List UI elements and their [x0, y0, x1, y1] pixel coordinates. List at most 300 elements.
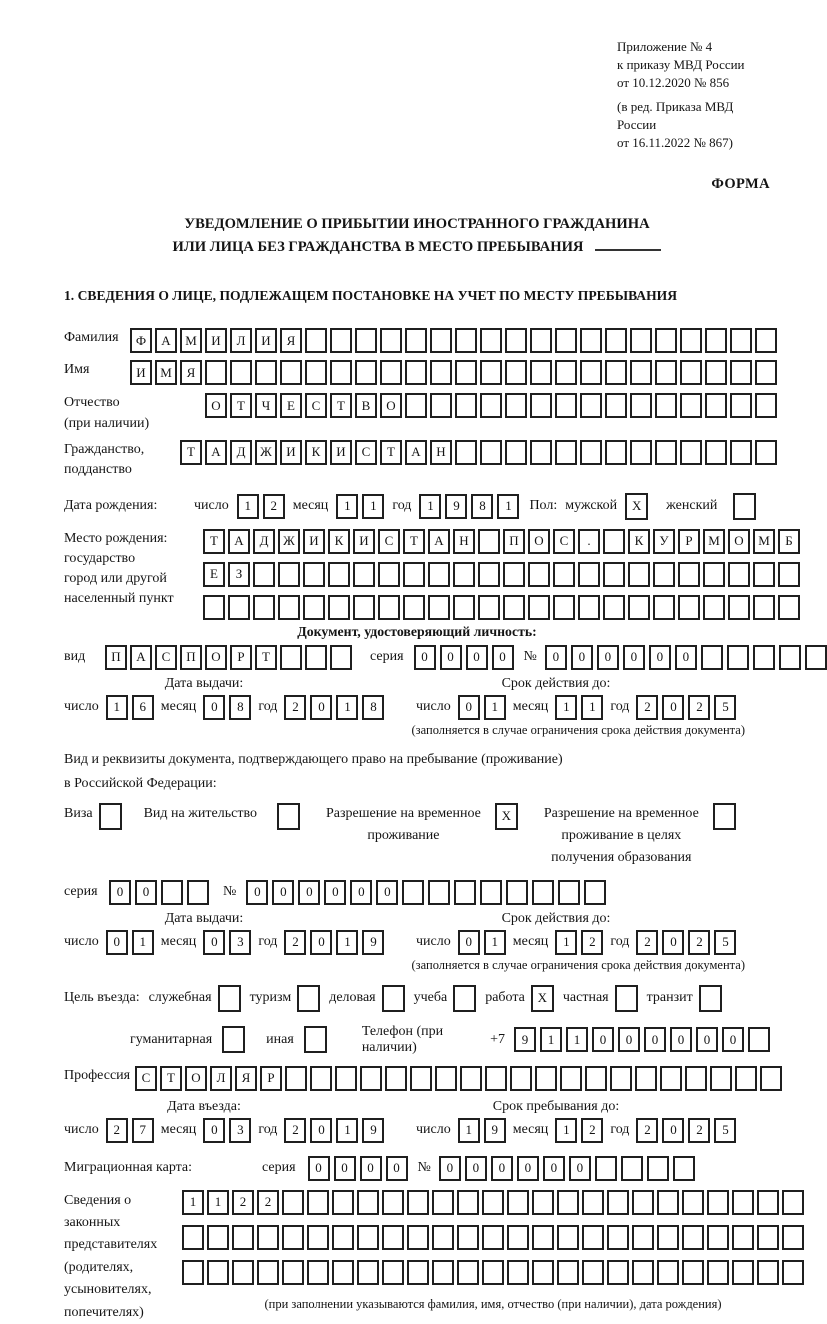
purpose-official-checkbox[interactable]	[218, 985, 241, 1012]
char-cell[interactable]	[607, 1225, 629, 1250]
char-cell[interactable]: 0	[376, 880, 398, 905]
char-cell[interactable]	[585, 1066, 607, 1091]
char-cell[interactable]	[705, 328, 727, 353]
char-cell[interactable]	[480, 440, 502, 465]
char-cell[interactable]: 0	[517, 1156, 539, 1181]
char-cell[interactable]: И	[130, 360, 152, 385]
char-cell[interactable]	[228, 595, 250, 620]
char-cell[interactable]	[253, 595, 275, 620]
char-cell[interactable]: П	[503, 529, 525, 554]
char-cell[interactable]	[232, 1260, 254, 1285]
purpose-other-checkbox[interactable]	[304, 1026, 327, 1053]
char-cell[interactable]: И	[353, 529, 375, 554]
temp-residence-checkbox[interactable]: X	[495, 803, 518, 830]
char-cell[interactable]	[480, 393, 502, 418]
char-cell[interactable]	[330, 645, 352, 670]
char-cell[interactable]	[728, 595, 750, 620]
char-cell[interactable]	[630, 360, 652, 385]
char-cell[interactable]	[507, 1260, 529, 1285]
char-cell[interactable]	[630, 440, 652, 465]
char-cell[interactable]: 1	[555, 695, 577, 720]
char-cell[interactable]	[657, 1260, 679, 1285]
char-cell[interactable]: 1	[362, 494, 384, 519]
char-cell[interactable]: 0	[722, 1027, 744, 1052]
char-cell[interactable]: 0	[135, 880, 157, 905]
char-cell[interactable]	[782, 1260, 804, 1285]
char-cell[interactable]	[478, 529, 500, 554]
char-cell[interactable]	[653, 562, 675, 587]
char-cell[interactable]	[232, 1225, 254, 1250]
char-cell[interactable]: 0	[360, 1156, 382, 1181]
char-cell[interactable]: 1	[458, 1118, 480, 1143]
char-cell[interactable]	[435, 1066, 457, 1091]
char-cell[interactable]	[507, 1190, 529, 1215]
char-cell[interactable]: 8	[471, 494, 493, 519]
char-cell[interactable]: 2	[636, 695, 658, 720]
char-cell[interactable]: С	[355, 440, 377, 465]
char-cell[interactable]	[310, 1066, 332, 1091]
char-cell[interactable]	[557, 1225, 579, 1250]
char-cell[interactable]	[207, 1225, 229, 1250]
char-cell[interactable]: И	[303, 529, 325, 554]
char-cell[interactable]	[503, 595, 525, 620]
char-cell[interactable]	[407, 1225, 429, 1250]
char-cell[interactable]: 1	[336, 494, 358, 519]
char-cell[interactable]	[480, 880, 502, 905]
char-cell[interactable]	[757, 1190, 779, 1215]
char-cell[interactable]: 2	[636, 1118, 658, 1143]
char-cell[interactable]	[532, 1225, 554, 1250]
char-cell[interactable]	[582, 1190, 604, 1215]
char-cell[interactable]	[330, 328, 352, 353]
char-cell[interactable]: С	[155, 645, 177, 670]
char-cell[interactable]	[380, 360, 402, 385]
char-cell[interactable]	[779, 645, 801, 670]
char-cell[interactable]	[610, 1066, 632, 1091]
char-cell[interactable]: 1	[566, 1027, 588, 1052]
char-cell[interactable]	[710, 1066, 732, 1091]
char-cell[interactable]: П	[105, 645, 127, 670]
char-cell[interactable]	[657, 1190, 679, 1215]
char-cell[interactable]	[660, 1066, 682, 1091]
char-cell[interactable]: Н	[453, 529, 475, 554]
char-cell[interactable]	[510, 1066, 532, 1091]
char-cell[interactable]	[584, 880, 606, 905]
char-cell[interactable]: 6	[132, 695, 154, 720]
char-cell[interactable]	[330, 360, 352, 385]
char-cell[interactable]	[460, 1066, 482, 1091]
char-cell[interactable]: 0	[618, 1027, 640, 1052]
female-checkbox[interactable]	[733, 493, 756, 520]
char-cell[interactable]	[205, 360, 227, 385]
char-cell[interactable]: 1	[237, 494, 259, 519]
char-cell[interactable]: 0	[662, 1118, 684, 1143]
char-cell[interactable]: М	[155, 360, 177, 385]
char-cell[interactable]	[595, 1156, 617, 1181]
char-cell[interactable]	[382, 1260, 404, 1285]
char-cell[interactable]: 0	[662, 930, 684, 955]
char-cell[interactable]	[253, 562, 275, 587]
char-cell[interactable]	[402, 880, 424, 905]
char-cell[interactable]	[355, 360, 377, 385]
char-cell[interactable]: К	[305, 440, 327, 465]
char-cell[interactable]	[705, 440, 727, 465]
char-cell[interactable]: И	[330, 440, 352, 465]
char-cell[interactable]: 0	[545, 645, 567, 670]
char-cell[interactable]	[655, 440, 677, 465]
char-cell[interactable]: С	[553, 529, 575, 554]
char-cell[interactable]	[507, 1225, 529, 1250]
char-cell[interactable]: 2	[688, 1118, 710, 1143]
char-cell[interactable]: 0	[696, 1027, 718, 1052]
char-cell[interactable]	[410, 1066, 432, 1091]
char-cell[interactable]	[187, 880, 209, 905]
char-cell[interactable]	[707, 1190, 729, 1215]
char-cell[interactable]	[580, 393, 602, 418]
char-cell[interactable]	[478, 595, 500, 620]
char-cell[interactable]	[307, 1260, 329, 1285]
char-cell[interactable]	[603, 529, 625, 554]
char-cell[interactable]: Ж	[255, 440, 277, 465]
char-cell[interactable]	[555, 328, 577, 353]
char-cell[interactable]	[257, 1225, 279, 1250]
char-cell[interactable]	[432, 1190, 454, 1215]
char-cell[interactable]	[685, 1066, 707, 1091]
char-cell[interactable]	[455, 440, 477, 465]
char-cell[interactable]	[482, 1190, 504, 1215]
char-cell[interactable]	[580, 328, 602, 353]
char-cell[interactable]	[578, 595, 600, 620]
char-cell[interactable]: Т	[160, 1066, 182, 1091]
char-cell[interactable]	[628, 562, 650, 587]
char-cell[interactable]: 2	[257, 1190, 279, 1215]
char-cell[interactable]	[455, 360, 477, 385]
char-cell[interactable]	[405, 393, 427, 418]
char-cell[interactable]: А	[205, 440, 227, 465]
char-cell[interactable]: Т	[255, 645, 277, 670]
char-cell[interactable]: 0	[649, 645, 671, 670]
char-cell[interactable]: 1	[336, 695, 358, 720]
char-cell[interactable]	[680, 328, 702, 353]
char-cell[interactable]	[478, 562, 500, 587]
char-cell[interactable]: 2	[581, 1118, 603, 1143]
char-cell[interactable]: 0	[670, 1027, 692, 1052]
char-cell[interactable]: Я	[180, 360, 202, 385]
char-cell[interactable]	[755, 440, 777, 465]
char-cell[interactable]	[582, 1225, 604, 1250]
char-cell[interactable]	[757, 1260, 779, 1285]
char-cell[interactable]	[353, 562, 375, 587]
char-cell[interactable]	[580, 440, 602, 465]
char-cell[interactable]: 1	[419, 494, 441, 519]
char-cell[interactable]: А	[228, 529, 250, 554]
char-cell[interactable]	[255, 360, 277, 385]
char-cell[interactable]	[403, 595, 425, 620]
char-cell[interactable]	[730, 440, 752, 465]
char-cell[interactable]: 0	[310, 930, 332, 955]
char-cell[interactable]	[628, 595, 650, 620]
char-cell[interactable]	[632, 1190, 654, 1215]
char-cell[interactable]	[605, 440, 627, 465]
char-cell[interactable]: 0	[272, 880, 294, 905]
char-cell[interactable]	[328, 595, 350, 620]
char-cell[interactable]: 0	[644, 1027, 666, 1052]
char-cell[interactable]: 0	[308, 1156, 330, 1181]
char-cell[interactable]	[760, 1066, 782, 1091]
char-cell[interactable]: О	[380, 393, 402, 418]
char-cell[interactable]: 0	[465, 1156, 487, 1181]
char-cell[interactable]	[357, 1225, 379, 1250]
char-cell[interactable]: 1	[106, 695, 128, 720]
char-cell[interactable]: 2	[688, 930, 710, 955]
char-cell[interactable]: 9	[514, 1027, 536, 1052]
char-cell[interactable]	[578, 562, 600, 587]
char-cell[interactable]: Р	[260, 1066, 282, 1091]
residence-permit-checkbox[interactable]	[277, 803, 300, 830]
char-cell[interactable]: 0	[662, 695, 684, 720]
char-cell[interactable]	[532, 1260, 554, 1285]
char-cell[interactable]: 1	[336, 1118, 358, 1143]
char-cell[interactable]	[555, 393, 577, 418]
char-cell[interactable]: О	[205, 393, 227, 418]
char-cell[interactable]	[454, 880, 476, 905]
char-cell[interactable]	[682, 1260, 704, 1285]
char-cell[interactable]	[560, 1066, 582, 1091]
char-cell[interactable]: 9	[445, 494, 467, 519]
char-cell[interactable]: .	[578, 529, 600, 554]
char-cell[interactable]: Д	[230, 440, 252, 465]
char-cell[interactable]	[557, 1260, 579, 1285]
char-cell[interactable]	[682, 1225, 704, 1250]
char-cell[interactable]: 0	[466, 645, 488, 670]
char-cell[interactable]	[555, 360, 577, 385]
char-cell[interactable]	[528, 562, 550, 587]
char-cell[interactable]	[355, 328, 377, 353]
char-cell[interactable]	[305, 328, 327, 353]
char-cell[interactable]	[457, 1190, 479, 1215]
char-cell[interactable]: Р	[230, 645, 252, 670]
char-cell[interactable]: Т	[203, 529, 225, 554]
char-cell[interactable]	[753, 562, 775, 587]
char-cell[interactable]: М	[703, 529, 725, 554]
char-cell[interactable]	[530, 360, 552, 385]
visa-checkbox[interactable]	[99, 803, 122, 830]
char-cell[interactable]	[782, 1225, 804, 1250]
char-cell[interactable]	[553, 595, 575, 620]
char-cell[interactable]	[553, 562, 575, 587]
char-cell[interactable]: Я	[280, 328, 302, 353]
char-cell[interactable]	[647, 1156, 669, 1181]
char-cell[interactable]	[335, 1066, 357, 1091]
char-cell[interactable]	[480, 328, 502, 353]
char-cell[interactable]: 0	[310, 1118, 332, 1143]
char-cell[interactable]	[657, 1225, 679, 1250]
char-cell[interactable]: 0	[440, 645, 462, 670]
char-cell[interactable]	[632, 1260, 654, 1285]
char-cell[interactable]	[382, 1190, 404, 1215]
char-cell[interactable]	[580, 360, 602, 385]
char-cell[interactable]: П	[180, 645, 202, 670]
char-cell[interactable]: 0	[334, 1156, 356, 1181]
char-cell[interactable]	[285, 1066, 307, 1091]
char-cell[interactable]: 0	[491, 1156, 513, 1181]
char-cell[interactable]: 2	[106, 1118, 128, 1143]
char-cell[interactable]	[735, 1066, 757, 1091]
char-cell[interactable]	[328, 562, 350, 587]
char-cell[interactable]: 0	[458, 930, 480, 955]
char-cell[interactable]	[535, 1066, 557, 1091]
char-cell[interactable]	[680, 440, 702, 465]
char-cell[interactable]	[682, 1190, 704, 1215]
char-cell[interactable]: И	[255, 328, 277, 353]
char-cell[interactable]	[680, 393, 702, 418]
char-cell[interactable]: 1	[540, 1027, 562, 1052]
char-cell[interactable]: 1	[182, 1190, 204, 1215]
char-cell[interactable]: 0	[592, 1027, 614, 1052]
char-cell[interactable]	[607, 1260, 629, 1285]
char-cell[interactable]: Л	[230, 328, 252, 353]
char-cell[interactable]: У	[653, 529, 675, 554]
char-cell[interactable]: 2	[636, 930, 658, 955]
char-cell[interactable]: 1	[555, 1118, 577, 1143]
char-cell[interactable]: И	[280, 440, 302, 465]
char-cell[interactable]: 0	[203, 1118, 225, 1143]
char-cell[interactable]	[655, 360, 677, 385]
char-cell[interactable]: А	[155, 328, 177, 353]
char-cell[interactable]	[455, 393, 477, 418]
char-cell[interactable]: 8	[229, 695, 251, 720]
char-cell[interactable]: К	[628, 529, 650, 554]
char-cell[interactable]	[278, 595, 300, 620]
char-cell[interactable]	[428, 562, 450, 587]
char-cell[interactable]	[603, 562, 625, 587]
char-cell[interactable]: 0	[386, 1156, 408, 1181]
char-cell[interactable]	[230, 360, 252, 385]
char-cell[interactable]: М	[180, 328, 202, 353]
char-cell[interactable]	[732, 1260, 754, 1285]
char-cell[interactable]: Р	[678, 529, 700, 554]
purpose-humanitarian-checkbox[interactable]	[222, 1026, 245, 1053]
char-cell[interactable]	[778, 595, 800, 620]
char-cell[interactable]	[430, 360, 452, 385]
char-cell[interactable]: Т	[330, 393, 352, 418]
char-cell[interactable]	[678, 562, 700, 587]
char-cell[interactable]	[530, 393, 552, 418]
char-cell[interactable]: Я	[235, 1066, 257, 1091]
char-cell[interactable]: 1	[132, 930, 154, 955]
char-cell[interactable]	[453, 562, 475, 587]
char-cell[interactable]: К	[328, 529, 350, 554]
char-cell[interactable]	[705, 360, 727, 385]
char-cell[interactable]	[405, 328, 427, 353]
char-cell[interactable]: Е	[203, 562, 225, 587]
char-cell[interactable]	[603, 595, 625, 620]
char-cell[interactable]: М	[753, 529, 775, 554]
char-cell[interactable]	[503, 562, 525, 587]
char-cell[interactable]	[730, 328, 752, 353]
char-cell[interactable]	[755, 328, 777, 353]
char-cell[interactable]	[505, 393, 527, 418]
char-cell[interactable]	[428, 880, 450, 905]
char-cell[interactable]: Т	[230, 393, 252, 418]
char-cell[interactable]: 0	[203, 930, 225, 955]
char-cell[interactable]: Ч	[255, 393, 277, 418]
char-cell[interactable]: Л	[210, 1066, 232, 1091]
char-cell[interactable]: О	[728, 529, 750, 554]
char-cell[interactable]	[707, 1260, 729, 1285]
char-cell[interactable]: 9	[362, 1118, 384, 1143]
char-cell[interactable]	[482, 1225, 504, 1250]
char-cell[interactable]	[632, 1225, 654, 1250]
char-cell[interactable]	[430, 328, 452, 353]
char-cell[interactable]: А	[405, 440, 427, 465]
char-cell[interactable]	[605, 393, 627, 418]
char-cell[interactable]	[727, 645, 749, 670]
char-cell[interactable]	[457, 1225, 479, 1250]
char-cell[interactable]: 1	[336, 930, 358, 955]
char-cell[interactable]	[385, 1066, 407, 1091]
char-cell[interactable]	[607, 1190, 629, 1215]
char-cell[interactable]	[307, 1225, 329, 1250]
char-cell[interactable]	[382, 1225, 404, 1250]
char-cell[interactable]	[530, 440, 552, 465]
char-cell[interactable]: 2	[284, 930, 306, 955]
char-cell[interactable]	[630, 393, 652, 418]
char-cell[interactable]: О	[528, 529, 550, 554]
char-cell[interactable]: 1	[581, 695, 603, 720]
char-cell[interactable]	[605, 328, 627, 353]
char-cell[interactable]: 5	[714, 695, 736, 720]
char-cell[interactable]: 0	[310, 695, 332, 720]
char-cell[interactable]: Т	[380, 440, 402, 465]
char-cell[interactable]: 3	[229, 930, 251, 955]
char-cell[interactable]: 8	[362, 695, 384, 720]
char-cell[interactable]: Б	[778, 529, 800, 554]
char-cell[interactable]	[303, 595, 325, 620]
char-cell[interactable]	[582, 1260, 604, 1285]
char-cell[interactable]	[782, 1190, 804, 1215]
char-cell[interactable]	[482, 1260, 504, 1285]
char-cell[interactable]	[207, 1260, 229, 1285]
char-cell[interactable]	[353, 595, 375, 620]
char-cell[interactable]	[403, 562, 425, 587]
char-cell[interactable]: 0	[492, 645, 514, 670]
char-cell[interactable]	[428, 595, 450, 620]
char-cell[interactable]	[407, 1260, 429, 1285]
char-cell[interactable]: 3	[229, 1118, 251, 1143]
char-cell[interactable]: Д	[253, 529, 275, 554]
char-cell[interactable]: Н	[430, 440, 452, 465]
char-cell[interactable]: 2	[688, 695, 710, 720]
char-cell[interactable]	[485, 1066, 507, 1091]
char-cell[interactable]	[605, 360, 627, 385]
char-cell[interactable]	[678, 595, 700, 620]
char-cell[interactable]	[532, 880, 554, 905]
char-cell[interactable]	[757, 1225, 779, 1250]
char-cell[interactable]	[332, 1225, 354, 1250]
char-cell[interactable]	[753, 595, 775, 620]
char-cell[interactable]: 0	[569, 1156, 591, 1181]
char-cell[interactable]	[357, 1260, 379, 1285]
char-cell[interactable]: 0	[623, 645, 645, 670]
char-cell[interactable]	[635, 1066, 657, 1091]
char-cell[interactable]: 0	[543, 1156, 565, 1181]
char-cell[interactable]: 0	[597, 645, 619, 670]
char-cell[interactable]	[555, 440, 577, 465]
char-cell[interactable]: 0	[324, 880, 346, 905]
char-cell[interactable]	[332, 1190, 354, 1215]
char-cell[interactable]	[303, 562, 325, 587]
